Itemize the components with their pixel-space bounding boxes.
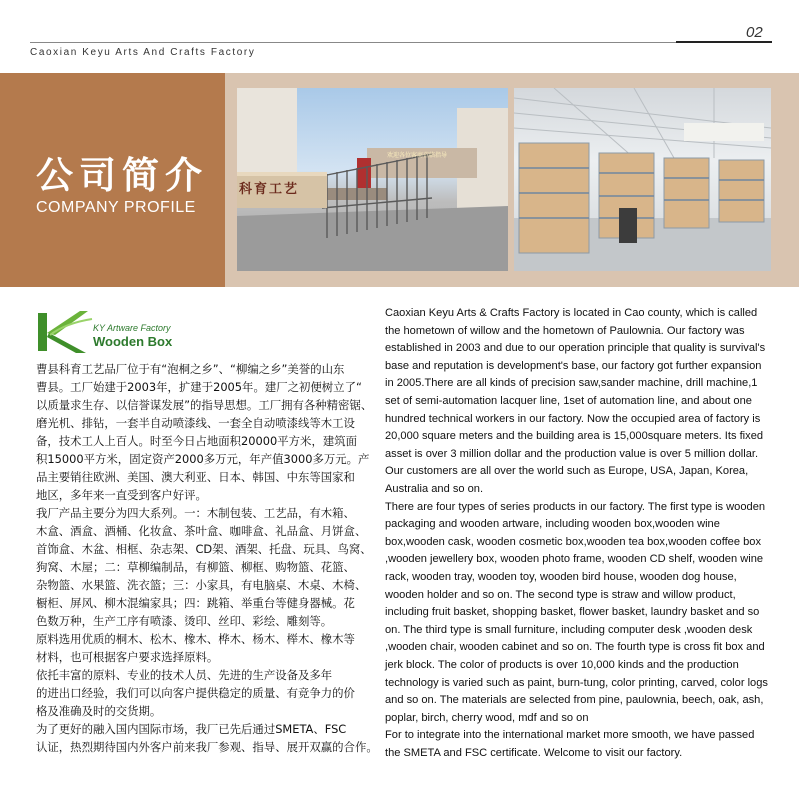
en-text-line: the hometown of willow and the hometown of Paulownia. Our factory was [385,324,745,337]
gate-banner-text: 欢迎各位客商莅临指导 [387,152,448,159]
en-text-line: poplar, birch, cherry wood, mdf and so on [385,711,589,724]
zh-text-line: 格及准确及时的交货期。 [36,704,162,718]
zh-text-line: 首饰盒、木盆、相框、杂志架、CD架、酒架、托盘、玩具、鸟窝、 [36,542,372,556]
logo-subtitle: KY Artware Factory [93,323,171,333]
en-text-line: Caoxian Keyu Arts & Crafts Factory is located in Cao county, which is called [385,307,758,319]
zh-text-line: 品主要销往欧洲、美国、澳大利亚、日本、韩国、中东等国家和 [36,470,355,484]
zh-text-line: 的进出口经验，我们可以向客户提供稳定的质量、有竞争力的价 [36,686,355,700]
en-text-line: and so on. The materials are selected from pine, paulownia, beech, oak, ash, [385,694,764,707]
en-text-line: There are four types of series products in our factory. The first type is wooden [385,500,766,513]
en-text-line: base and reputation is development's base, our factory got further expansion [385,359,762,372]
zh-text-line: 狗窝、木屋；二：草柳编制品，有柳篮、柳框、购物篮、花篮、 [36,560,355,574]
en-text-line: established in 2003 and due to our operation principle that quality is survival's [385,342,766,355]
zh-text-line: 认证，热烈期待国内外客户前来我厂参观、指导、展开双赢的合作。 [36,740,378,754]
en-text-line: set of semi-automation lacquer line, 1set of automation line, and about one [385,395,752,407]
zh-text-line: 积15000平方米，固定资产2000多万元，年产值3000多万元。产 [36,452,370,466]
zh-text-line: 为了更好的融入国内国际市场，我厂已先后通过SMETA、FSC [36,722,347,736]
en-text-line: 20,000 square meters and the building area is 15,000square meters. Its fixed [385,430,764,443]
en-text-line: in 2005.There are all kinds of precision saw,sander machine, drill machine,1 [385,377,758,390]
page-number: 02 [746,24,763,41]
en-text-line: technology is varied such as paint, burn-tung, color printing, carved, color logs [385,676,768,689]
en-text-line: Our customers are all over the world such as Europe, USA, Japan, Korea, [385,465,749,478]
en-text-line: box,wooden cask, wooden cosmetic box,wooden tea box,wooden coffee box [385,535,761,548]
logo-title: Wooden Box [93,334,173,349]
en-text-line: packaging and wooden artware, including wooden box,wooden wine [385,518,720,531]
zh-text-line: 曹县。工厂始建于2003年，扩建于2005年。建厂之初便树立了“ [36,380,362,394]
company-name: Caoxian Keyu Arts And Crafts Factory [30,47,256,58]
zh-text-line: 以质量求生存、以信誉谋发展”的指导思想。工厂拥有各种精密锯、 [36,398,373,412]
zh-text-line: 杂物篮、水果篮、洗衣篮；三：小家具，有电脑桌、木桌、木椅、 [36,578,367,592]
zh-text-line: 材料，也可根据客户要求选择原料。 [36,650,219,664]
warehouse-illustration [514,88,771,271]
zh-text-line: 依托丰富的原料、专业的技术人员、先进的生产设备及多年 [36,668,333,682]
header-rule [30,42,772,43]
en-text-line: ,wooden chair, wooden cabinet and so on. The fourth type is cross fit box and [385,641,765,654]
zh-text-line: 我厂产品主要分为四大系列。一：木制包装、工艺品，有木箱、 [36,506,355,520]
zh-text-line: 色数万种，生产工序有喷漆、烫印、丝印、彩绘、雕刻等。 [36,614,333,628]
zh-text-line: 地区，多年来一直受到客户好评。 [36,488,207,502]
zh-text-line: 原料选用优质的桐木、松木、橡木、桦木、杨木、榉木、橡木等 [36,632,355,646]
en-text-line: on. The third type is small furniture, including computer desk ,wooden desk [385,623,753,636]
banner-title-zh: 公司简介 [36,154,208,197]
en-text-line: ,wooden jewellery box, wooden photo frame, wooden CD shelf, wooden wine [385,553,764,566]
zh-text-line: 备，技术工人上百人。时至今日占地面积20000平方米，建筑面 [36,434,358,448]
en-text-line: including fruit basket, shopping basket, flower basket, laundry basket and so [385,606,760,619]
zh-text-line: 曹县科育工艺品厂位于有“泡桐之乡”、“柳编之乡”美誉的山东 [36,362,345,376]
factory-gate-photo [237,88,508,271]
zh-text-line: 木盒、酒盒、酒桶、化妆盒、茶叶盒、咖啡盒、礼品盒、月饼盒、 [36,524,367,538]
en-text-line: For to integrate into the international market more smooth, we have passed [385,729,755,742]
zh-text-line: 橱柜、屏风、柳木混编家具；四：跳箱、举重台等健身器械。花 [36,596,355,610]
banner-title-en: COMPANY PROFILE [36,199,196,216]
en-text-line: the SMETA and FSC certificate. Welcome to visit our factory. [385,747,683,759]
header-rule-accent [676,41,772,43]
warehouse-photo [514,88,771,271]
en-text-line: jerk block. The color of products is over 10,000 kinds and the production [385,659,739,671]
en-text-line: Australia and so on. [385,483,484,495]
zh-text-line: 磨光机、排钻，一套半自动喷漆线、一套全自动喷漆线等木工设 [36,416,355,430]
ky-logo-icon [36,309,96,359]
en-text-line: wooden holder and so on. The second type is straw and willow product, [385,588,736,601]
en-text-line: hundred technical workers in our factory. Now the occupied area of factory is [385,412,761,425]
en-text-line: asset is over 3 million dollar and the production value is over 5 million dollar. [385,447,759,460]
gate-sign-text: 科育工艺 [239,182,300,197]
en-text-line: rack, wooden tray, wooden toy, wooden bird house, wooden dog house, [385,571,737,583]
